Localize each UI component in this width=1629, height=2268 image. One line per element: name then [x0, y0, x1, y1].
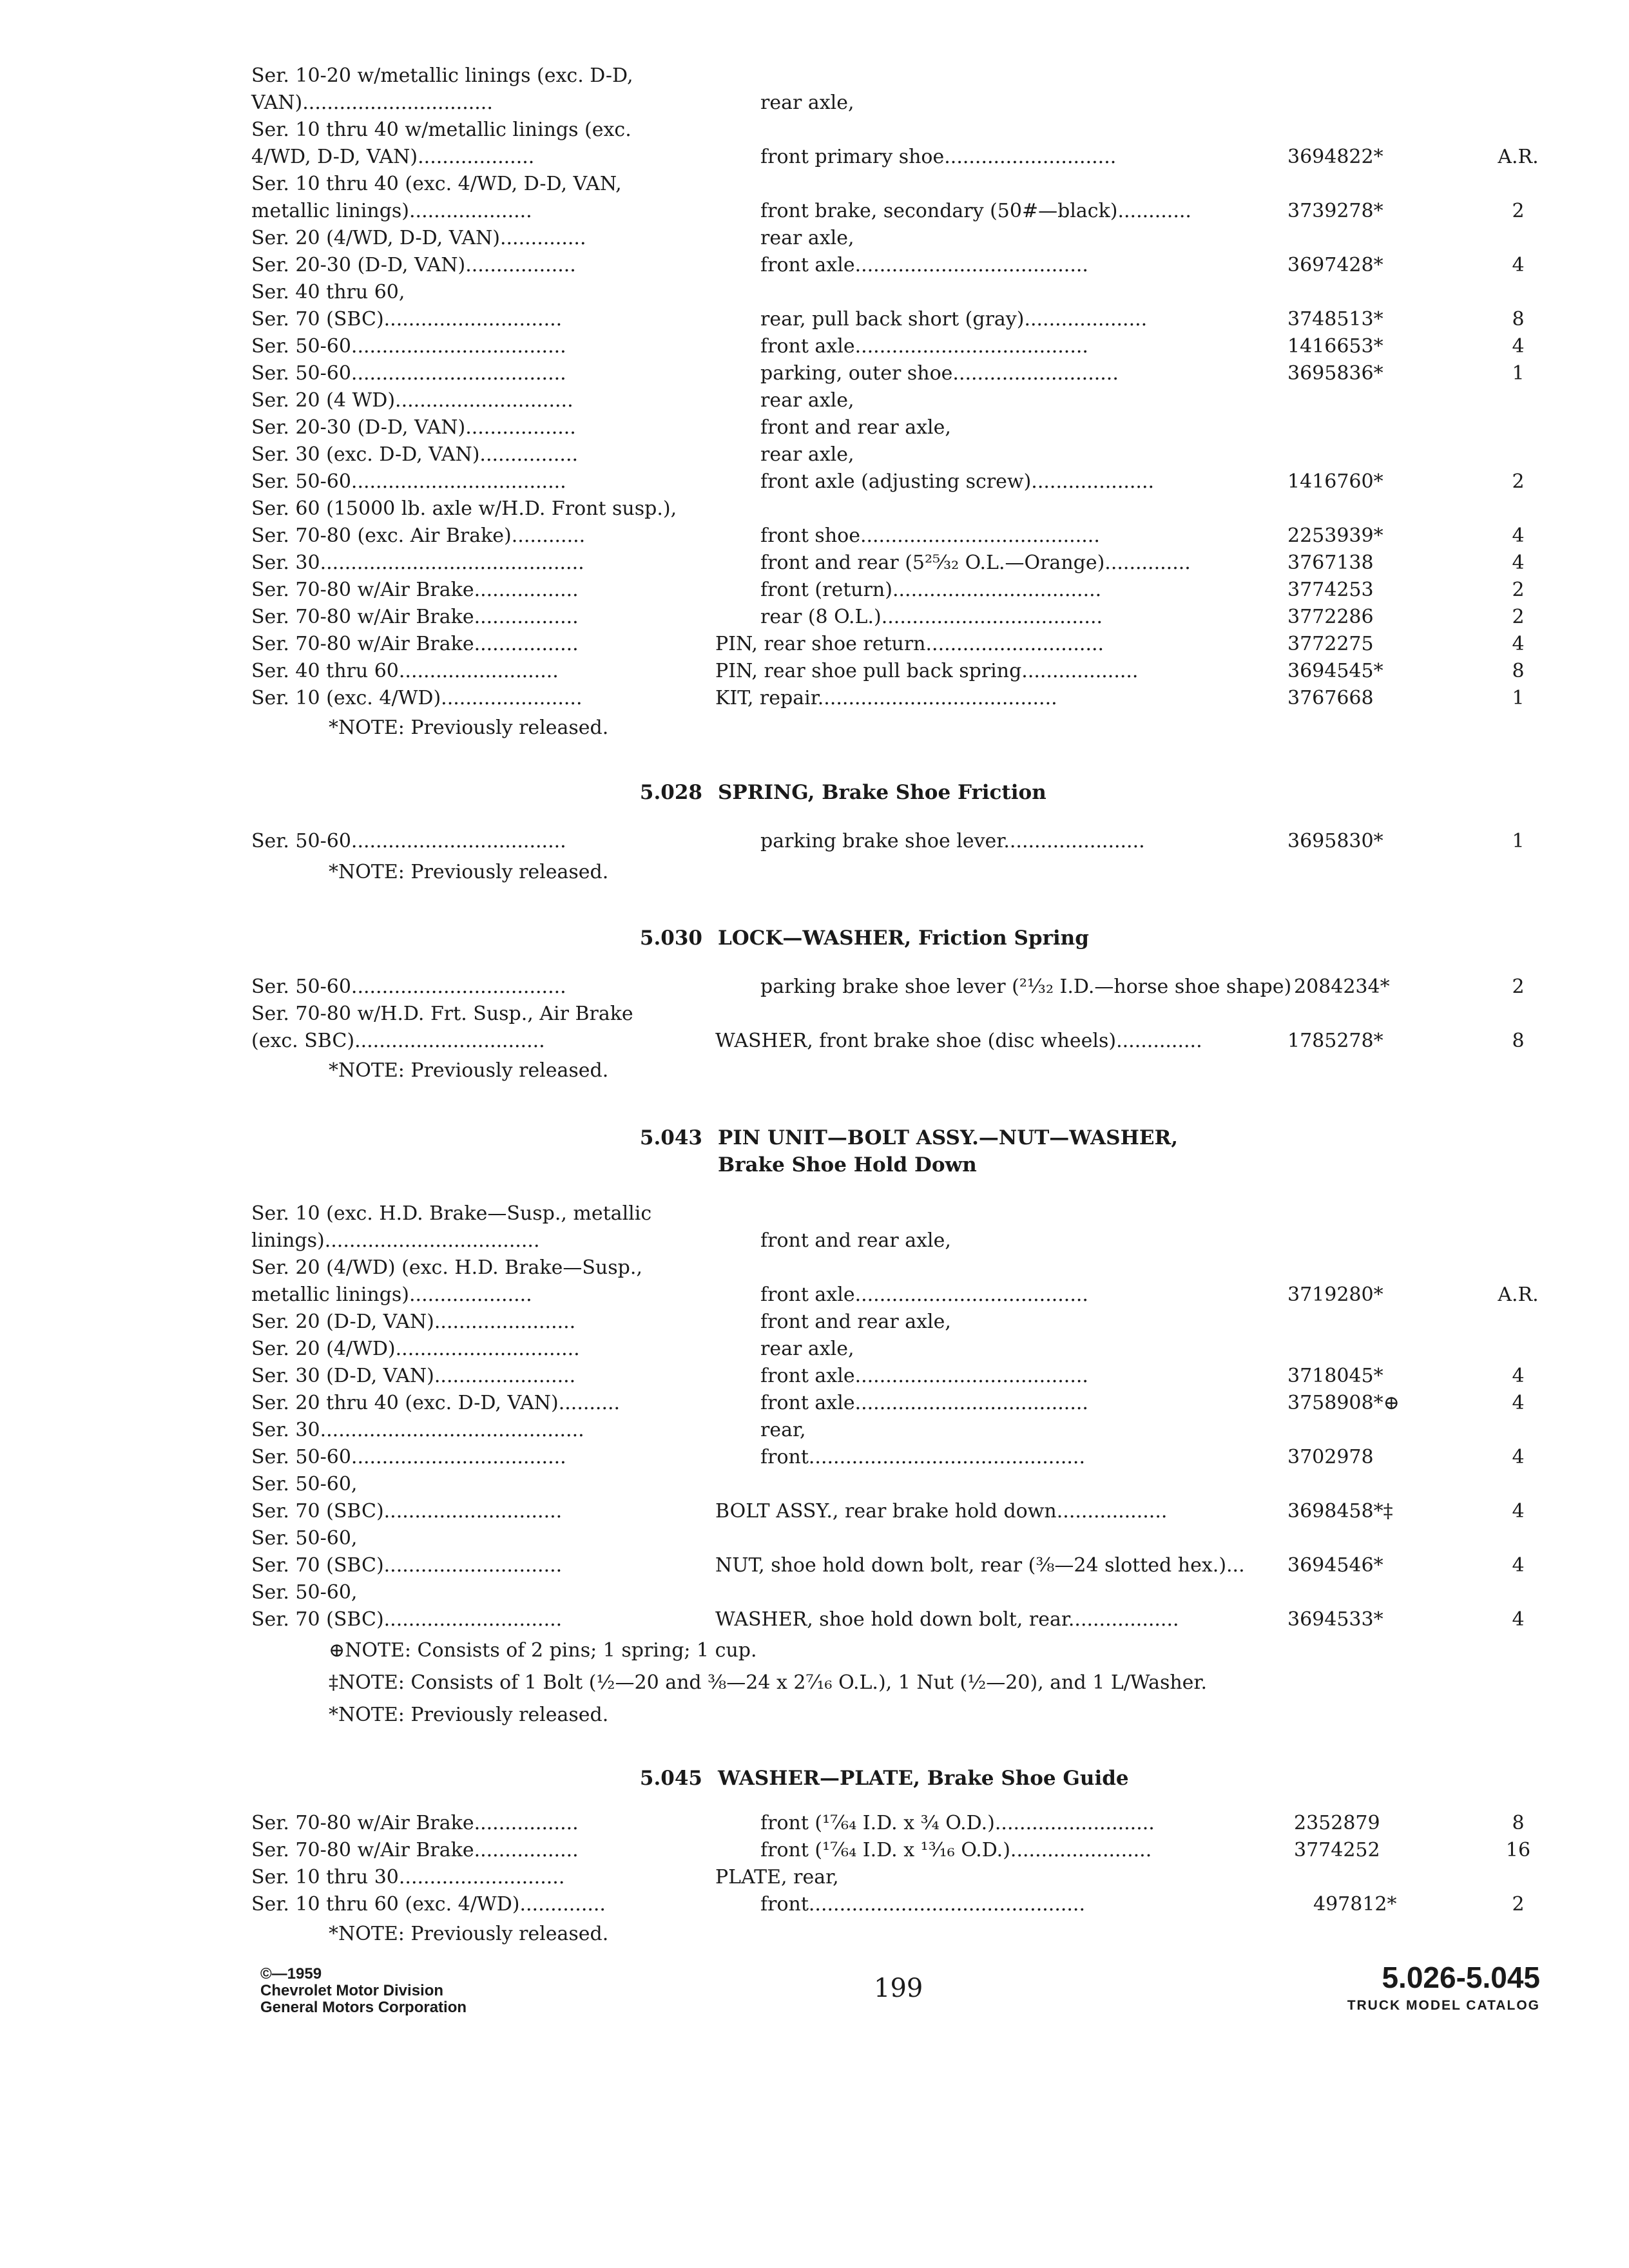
footnote: *NOTE: Previously released.: [329, 1923, 609, 1945]
footnote: ‡NOTE: Consists of 1 Bolt (½—20 and ⅜—24 x 2⁷⁄₁₆ O.L.), 1 Nut (½—20), and 1 L/Washer.: [329, 1671, 1208, 1694]
section-subtitle: Brake Shoe Hold Down: [718, 1153, 977, 1177]
section-title: WASHER—PLATE, Brake Shoe Guide: [718, 1767, 1129, 1790]
copyright: ©—1959: [260, 1965, 322, 1983]
section-range: 5.026-5.045: [1382, 1961, 1540, 1994]
footnote: *NOTE: Previously released.: [329, 861, 609, 883]
publisher-corporation: General Motors Corporation: [260, 1999, 467, 2016]
publisher-division: Chevrolet Motor Division: [260, 1982, 444, 1999]
catalog-name: TRUCK MODEL CATALOG: [1347, 1998, 1540, 2013]
footnote: *NOTE: Previously released.: [329, 1059, 609, 1082]
section-number: 5.028: [639, 781, 702, 804]
section-title: SPRING, Brake Shoe Friction: [718, 781, 1046, 804]
catalog-page: Ser. 10-20 w/metallic linings (exc. D-D, VAN)............................... rear axle, Ser. 10 thru 40 w/metallic linings (exc. 4/WD, D-D, VAN)................... front primary shoe............................ 3694822* A.R. Ser. 10 thru 40 (exc. 4/WD, D-D, VAN, metallic linings).................... front brake, secondary (50#—black)............ 3739278* 2 Ser. 20 (4/WD, D-D, VAN).............. rear axle, Ser. 20-30 (D-D, VAN).................. front axle...................................... 3697428* 4 Ser. 40 thru 60, Ser. 70 (SBC)............................. rear, pull back short (gray).................... 3748513* 8 Ser. 50-60................................... front axle...................................... 1416653* 4 Ser. 50-60................................... parking, outer shoe........................... 3695836* 1 Ser. 20 (4 WD)............................. rear axle, Ser. 20-30 (D-D, VAN).................. front and rear axle, Ser. 30 (exc. D-D, VAN)................ rear axle, Ser. 50-60................................... front axle (adjusting screw).................... 1416760* 2 Ser. 60 (15000 lb. axle w/H.D. Front susp.), Ser. 70-80 (exc. Air Brake)............ front shoe....................................... 2253939* 4 Ser. 30........................................... front and rear (5²⁵⁄₃₂ O.L.—Orange).............. 3767138 4 Ser. 70-80 w/Air Brake................. front (return).................................. 3774253 2 Ser. 70-80 w/Air Brake................. rear (8 O.L.).................................... 3772286 2 Ser. 70-80 w/Air Brake................. PIN, rear shoe return............................. 3772275 4 Ser. 40 thru 60.......................... PIN, rear shoe pull back spring................... 3694545* 8 Ser. 10 (exc. 4/WD)....................... KIT, repair....................................... 3767668 1 *NOTE: Previously released. 5.028 SPRING, Brake Shoe Friction Ser. 50-60................................... parking brake shoe lever....................... 3695830* 1 *NOTE: Previously released. 5.030 LOCK—WASHER, Friction Spring Ser. 50-60................................... parking brake shoe lever (²¹⁄₃₂ I.D.—horse shoe shape) 2084234* 2 Ser. 70-80 w/H.D. Frt. Susp., Air Brake (exc. SBC)............................... WASHER, front brake shoe (disc wheels).............. 1785278* 8 *NOTE: Previously released. 5.043 PIN UNIT—BOLT ASSY.—NUT—WASHER, Brake Shoe Hold Down Ser. 10 (exc. H.D. Brake—Susp., metallic linings)................................... front and rear axle, Ser. 20 (4/WD) (exc. H.D. Brake—Susp., metallic linings).................... front axle...................................... 3719280* A.R. Ser. 20 (D-D, VAN)....................... front and rear axle, Ser. 20 (4/WD).............................. rear axle, Ser. 30 (D-D, VAN)....................... front axle...................................... 3718045* 4 Ser. 20 thru 40 (exc. D-D, VAN).......... front axle...................................... 3758908*⊕ 4 Ser. 30........................................... rear, Ser. 50-60................................... front............................................. 3702978 4 Ser. 50-60, Ser. 70 (SBC)............................. BOLT ASSY., rear brake hold down.................. 3698458*‡ 4 Ser. 50-60, Ser. 70 (SBC)............................. NUT, shoe hold down bolt, rear (⅜—24 slotted hex.)... 3694546* 4 Ser. 50-60, Ser. 70 (SBC)............................. WASHER, shoe hold down bolt, rear.................. 3694533* 4 ⊕NOTE: Consists of 2 pins; 1 spring; 1 cup. ‡NOTE: Consists of 1 Bolt (½—20 and ⅜—24 x 2⁷⁄₁₆ O.L.), 1 Nut (½—20), and 1 L/Washer. *NOTE: Previously released. 5.045 WASHER—PLATE, Brake Shoe Guide Ser. 70-80 w/Air Brake................. front (¹⁷⁄₆₄ I.D. x ¾ O.D.).......................... 2352879 8 Ser. 70-80 w/Air Brake................. front (¹⁷⁄₆₄ I.D. x ¹³⁄₁₆ O.D.)....................... 3774252 16 Ser. 10 thru 30........................... PLATE, rear, Ser. 10 thru 60 (exc. 4/WD).............. front............................................. 497812* 2 *NOTE: Previously released. ©—1959 Chevrolet Motor Division General Motors Corporation 199 5.026-5.045 TRUCK MODEL CATALOG: [251, 64, 1540, 2016]
section-number: 5.030: [639, 927, 702, 950]
footnote: *NOTE: Previously released.: [329, 1704, 609, 1726]
section-title: LOCK—WASHER, Friction Spring: [718, 927, 1089, 950]
section-number: 5.043: [639, 1126, 702, 1149]
page-number: 199: [874, 1974, 923, 2003]
footnote: ⊕NOTE: Consists of 2 pins; 1 spring; 1 cup.: [329, 1639, 757, 1662]
footnote: *NOTE: Previously released.: [329, 716, 609, 739]
section-title: PIN UNIT—BOLT ASSY.—NUT—WASHER,: [718, 1126, 1179, 1149]
section-number: 5.045: [639, 1767, 702, 1790]
